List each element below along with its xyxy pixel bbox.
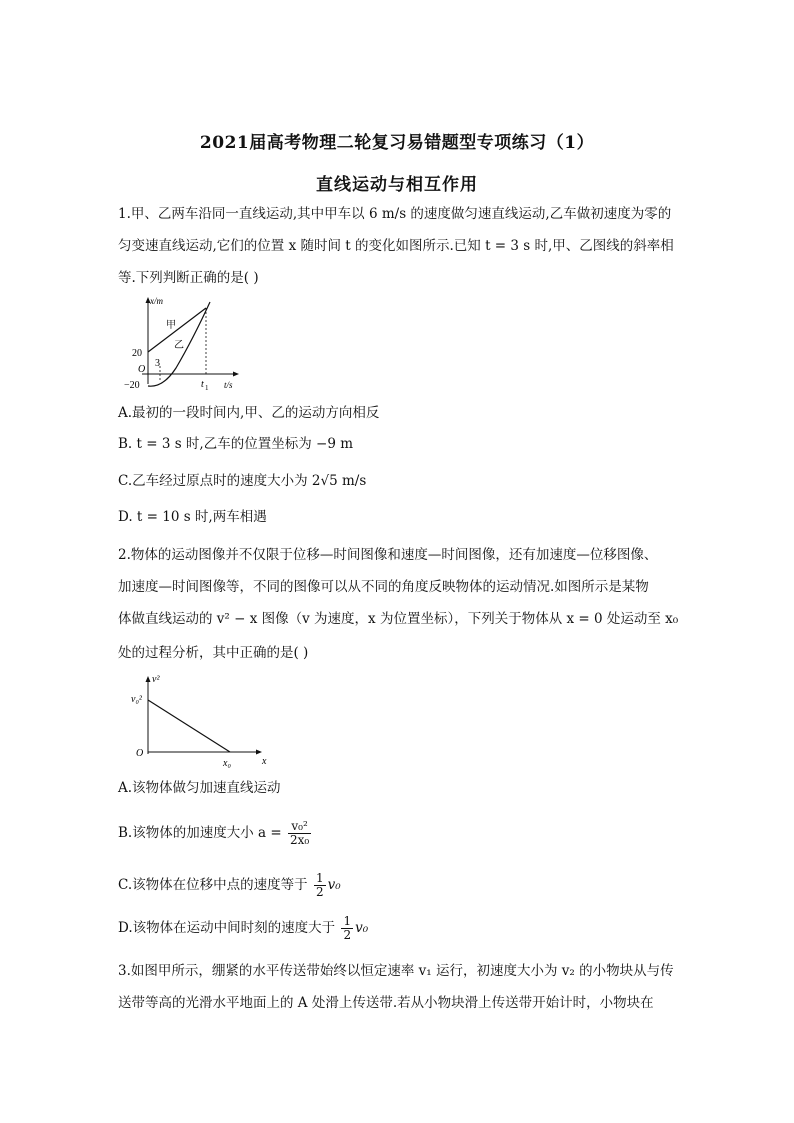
q2-y-axis-arrow (146, 676, 151, 682)
q2-line-2: 加速度—时间图像等，不同的图像可以从不同的角度反映物体的运动情况.如图所示是某物 (118, 579, 649, 595)
q1-line-1: 1.甲、乙两车沿同一直线运动,其中甲车以 6 m/s 的速度做匀速直线运动,乙车做初速度为零的 (118, 206, 672, 222)
q2-option-d-denominator: 2 (343, 928, 352, 942)
q3-line-1: 3.如图甲所示，绷紧的水平传送带始终以恒定速率 v₁ 运行，初速度大小为 v₂ 的小物块从与传 (118, 963, 674, 979)
q2-option-d (118, 915, 368, 942)
q1-option-a: A.最初的一段时间内,甲、乙的运动方向相反 (118, 405, 380, 421)
q2-option-d-text: D.该物体在运动中间时刻的速度大于 (118, 920, 336, 936)
q2-option-d-v0: v₀ (355, 920, 369, 936)
q2-x-tick-x0: x₀ (223, 758, 231, 769)
q2-y-tick-v0sq: v₀² (131, 694, 142, 705)
q2-line-4: 处的过程分析，其中正确的是( ) (118, 645, 309, 661)
q2-v2-x-graph (118, 672, 268, 772)
q2-option-d-numerator: 1 (343, 914, 352, 928)
q2-option-b-numerator: v₀² (288, 820, 311, 834)
q3-line-2: 送带等高的光滑水平地面上的 A 处滑上传送带.若从小物块滑上传送带开始计时，小物块在 (118, 995, 654, 1011)
q1-tick-3: 3 (155, 358, 160, 369)
q1-line-2: 匀变速直线运动,它们的位置 x 随时间 t 的变化如图所示.已知 t = 3 s 时,甲、乙图线的斜率相 (118, 238, 674, 254)
q1-label-jia: 甲 (166, 320, 176, 331)
q1-label-yi: 乙 (174, 340, 184, 351)
q1-y-axis-label: x/m (150, 296, 163, 306)
q2-option-b-denominator: 2x₀ (289, 833, 310, 847)
q2-option-a: A.该物体做匀加速直线运动 (118, 780, 281, 796)
q2-line-1: 2.物体的运动图像并不仅限于位移—时间图像和速度—时间图像，还有加速度—位移图像、 (118, 547, 658, 563)
q1-tick-minus-20: −20 (124, 380, 140, 391)
q1-origin-label: O (138, 364, 146, 375)
q1-tick-t1: t (201, 379, 204, 390)
q2-option-c-text: C.该物体在位移中点的速度等于 (118, 877, 308, 893)
q1-position-time-graph (118, 294, 248, 394)
q1-x-axis-label: t/s (224, 380, 233, 390)
q1-tick-20: 20 (132, 348, 142, 359)
q1-x-axis-arrow (233, 372, 239, 377)
q1-line-3: 等.下列判断正确的是( ) (118, 270, 259, 286)
q1-option-d: D. t = 10 s 时,两车相遇 (118, 509, 267, 525)
q2-option-c-numerator: 1 (315, 871, 324, 885)
q2-origin-label: O (136, 748, 144, 759)
q1-option-c: C.乙车经过原点时的速度大小为 2√5 m/s (118, 473, 367, 489)
q2-option-b-text: B.该物体的加速度大小 a = (118, 825, 282, 841)
q2-option-b-fraction (288, 820, 311, 847)
q2-x-axis-label: x (262, 756, 267, 767)
q1-option-b: B. t = 3 s 时,乙车的位置坐标为 −9 m (118, 436, 353, 452)
document-subtitle: 直线运动与相互作用 (316, 175, 478, 195)
q2-option-c-v0: v₀ (327, 877, 341, 893)
document-title: 2021届高考物理二轮复习易错题型专项练习（1） (199, 133, 595, 153)
q2-option-b (118, 820, 313, 847)
q2-option-c-denominator: 2 (315, 885, 324, 899)
q2-v2-line (148, 700, 230, 752)
q1-tick-t1-subscript: 1 (205, 384, 209, 392)
q2-line-3: 体做直线运动的 v² − x 图像（v 为速度，x 为位置坐标），下列关于物体从 x = 0 处运动至 x₀ (118, 611, 679, 627)
q2-y-axis-label: v² (152, 674, 160, 685)
q2-option-d-fraction (341, 915, 353, 942)
q2-x-axis-arrow (256, 750, 262, 755)
q2-option-c (118, 872, 341, 899)
q2-option-c-fraction (314, 872, 326, 899)
